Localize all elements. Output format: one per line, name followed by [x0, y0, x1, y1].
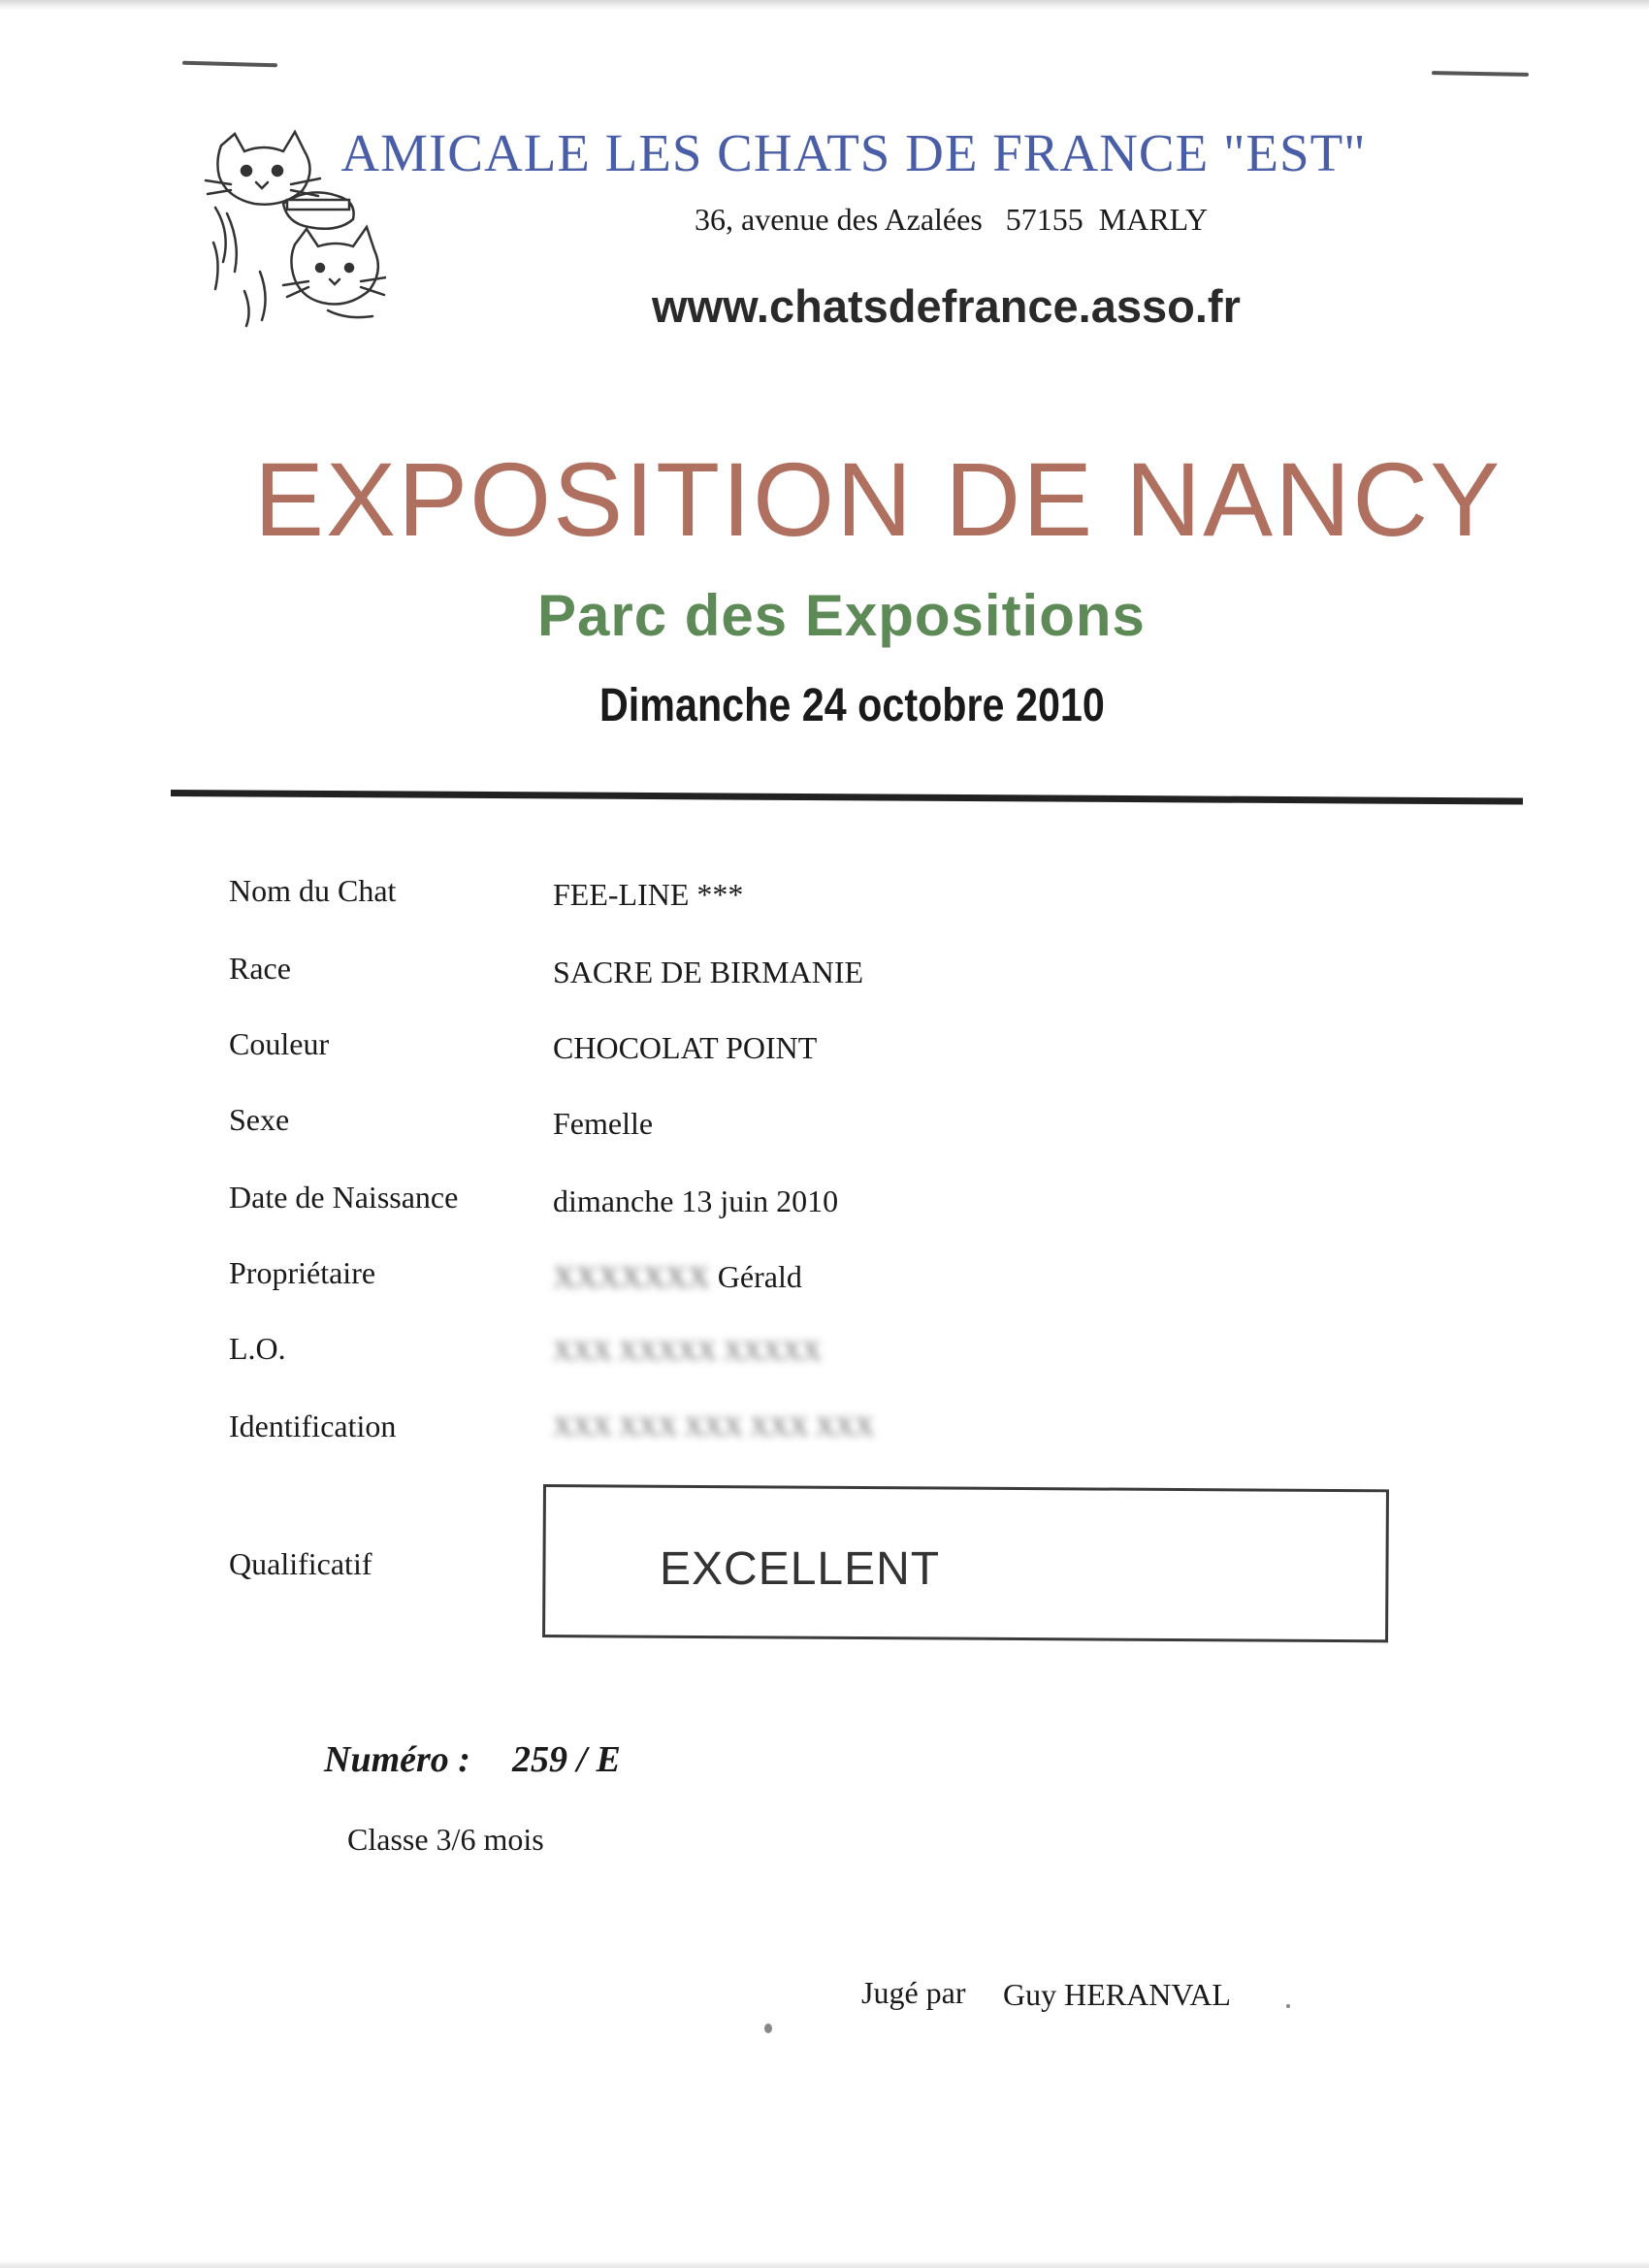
scan-edge-bottom: [0, 2260, 1649, 2268]
field-label-breed: Race: [229, 951, 291, 986]
field-value-cat-name: FEE-LINE ***: [553, 877, 744, 912]
field-label-qualification: Qualificatif: [229, 1546, 372, 1581]
staple-mark: [182, 61, 277, 68]
event-title: EXPOSITION DE NANCY: [254, 440, 1503, 558]
field-value-owner: [553, 1259, 802, 1295]
field-label-sex: Sexe: [229, 1102, 290, 1137]
event-venue: Parc des Expositions: [537, 583, 1146, 648]
qualification-value: EXCELLENT: [660, 1543, 941, 1595]
field-label-color: Couleur: [229, 1026, 330, 1061]
scan-speck: [764, 2024, 772, 2033]
field-label-birth-date: Date de Naissance: [229, 1180, 459, 1215]
judge-name: Guy HERANVAL: [1003, 1977, 1231, 2012]
numero-label: Numéro :: [324, 1739, 470, 1780]
class-text: Classe 3/6 mois: [347, 1822, 544, 1857]
redacted-text: XXXXXXX: [553, 1259, 710, 1294]
owner-first-name: Gérald: [717, 1259, 802, 1294]
redacted-text: XXX XXX XXX XXX XXX: [553, 1412, 875, 1442]
field-label-lo: L.O.: [229, 1331, 286, 1366]
organization-name: AMICALE LES CHATS DE FRANCE "EST": [340, 123, 1367, 182]
divider-line: [171, 790, 1523, 805]
scan-edge: [0, 0, 1649, 10]
field-value-color: CHOCOLAT POINT: [553, 1030, 818, 1065]
numero-value: 259 / E: [512, 1739, 621, 1780]
field-label-owner: Propriétaire: [229, 1255, 376, 1290]
field-label-cat-name: Nom du Chat: [229, 873, 397, 908]
redacted-text: XXX XXXXX XXXXX: [553, 1337, 822, 1367]
organization-address: 36, avenue des Azalées 57155 MARLY: [695, 202, 1209, 237]
scan-speck: [1286, 2004, 1290, 2008]
organization-website: www.chatsdefrance.asso.fr: [652, 280, 1241, 332]
field-label-identification: Identification: [229, 1409, 397, 1443]
field-value-birth-date: dimanche 13 juin 2010: [553, 1183, 839, 1218]
staple-mark: [1432, 71, 1529, 77]
event-date: Dimanche 24 octobre 2010: [599, 680, 1105, 731]
field-value-sex: Femelle: [553, 1106, 654, 1141]
judge-label: Jugé par: [861, 1975, 966, 2010]
field-value-breed: SACRE DE BIRMANIE: [553, 955, 864, 989]
